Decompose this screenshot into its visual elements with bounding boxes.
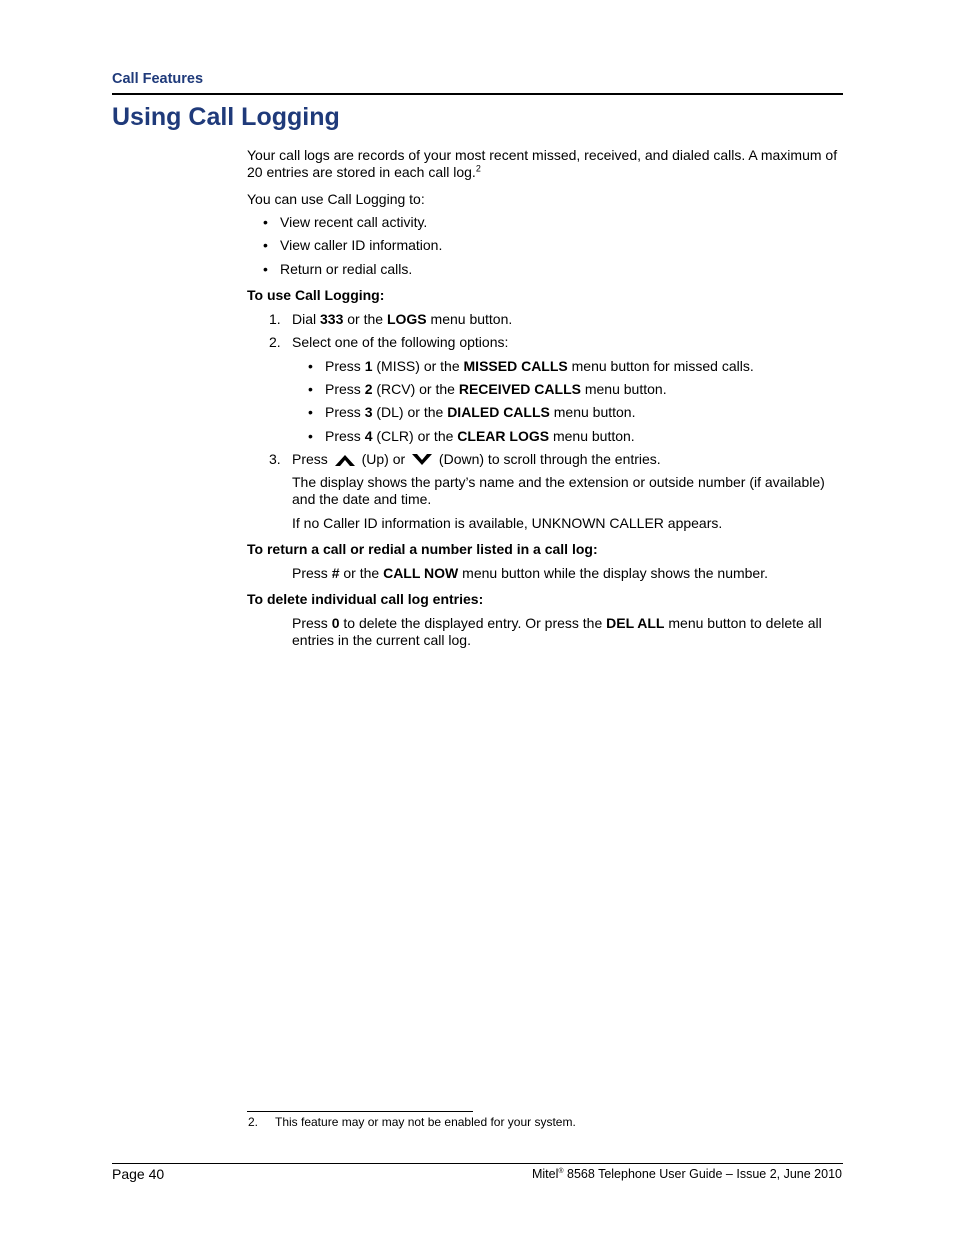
display-description: The display shows the party’s name and the extension or outside number (if available) and the date and time. bbox=[292, 474, 825, 507]
del-all-button-label: DEL ALL bbox=[606, 615, 665, 631]
option-item: • Press 4 (CLR) or the CLEAR LOGS menu button. bbox=[325, 428, 635, 445]
document-title: Mitel® 8568 Telephone User Guide – Issue 2, June 2010 bbox=[531, 1167, 842, 1181]
use-item: • View caller ID information. bbox=[280, 237, 442, 254]
page-number: Page 40 bbox=[112, 1166, 165, 1182]
intro-line-1: Your call logs are records of your most recent missed, received, and dialed calls. A maximum of bbox=[247, 147, 838, 163]
step-2: 2. Select one of the following options: bbox=[269, 334, 509, 350]
step-number: 3. bbox=[269, 451, 281, 467]
footnote-rule bbox=[247, 1111, 473, 1112]
footnote-number: 2. bbox=[248, 1115, 259, 1129]
procedure-heading-return: To return a call or redial a number listed in a call log: bbox=[247, 541, 598, 557]
return-instruction: Press # or the CALL NOW menu button while the display shows the number. bbox=[292, 565, 769, 581]
call-now-button-label: CALL NOW bbox=[383, 565, 459, 581]
procedure-heading-use: To use Call Logging: bbox=[247, 287, 385, 303]
footnote-reference: 2 bbox=[475, 163, 481, 174]
key-hash: # bbox=[331, 565, 340, 581]
no-caller-id-note: If no Caller ID information is available, UNKNOWN CALLER appears. bbox=[292, 515, 723, 531]
logs-button-label: LOGS bbox=[386, 311, 427, 327]
procedure-heading-delete: To delete individual call log entries: bbox=[247, 591, 484, 607]
use-item: • Return or redial calls. bbox=[280, 261, 412, 278]
up-arrow-icon bbox=[334, 453, 356, 467]
step-1: 1. Dial 333 or the LOGS menu button. bbox=[269, 311, 513, 327]
option-item: • Press 1 (MISS) or the MISSED CALLS menu button for missed calls. bbox=[325, 358, 754, 375]
key-333: 333 bbox=[320, 311, 344, 327]
step-number: 1. bbox=[269, 311, 281, 327]
intro-line-2: 20 entries are stored in each call log.$^2$ bbox=[247, 163, 481, 180]
down-arrow-icon bbox=[411, 453, 433, 467]
step-3: 3. Press (Up) or (Down) to scroll through the entries. bbox=[269, 451, 661, 467]
section-header: Call Features bbox=[112, 71, 204, 87]
page-title: Using Call Logging bbox=[112, 103, 340, 131]
delete-instruction: Press 0 to delete the displayed entry. Or press the DEL ALL menu button to delete all entries in the current call log. bbox=[292, 615, 822, 648]
intro-paragraph bbox=[247, 147, 837, 181]
header-rule bbox=[112, 93, 843, 95]
uses-intro: You can use Call Logging to: bbox=[247, 191, 425, 207]
option-item: • Press 3 (DL) or the DIALED CALLS menu button. bbox=[325, 404, 635, 421]
use-item: • View recent call activity. bbox=[280, 214, 427, 231]
footer-rule bbox=[112, 1163, 843, 1164]
footnote-text: This feature may or may not be enabled for your system. bbox=[275, 1115, 576, 1129]
step-number: 2. bbox=[269, 334, 281, 350]
option-item: • Press 2 (RCV) or the RECEIVED CALLS menu button. bbox=[325, 381, 667, 398]
key-0: 0 bbox=[331, 615, 340, 631]
